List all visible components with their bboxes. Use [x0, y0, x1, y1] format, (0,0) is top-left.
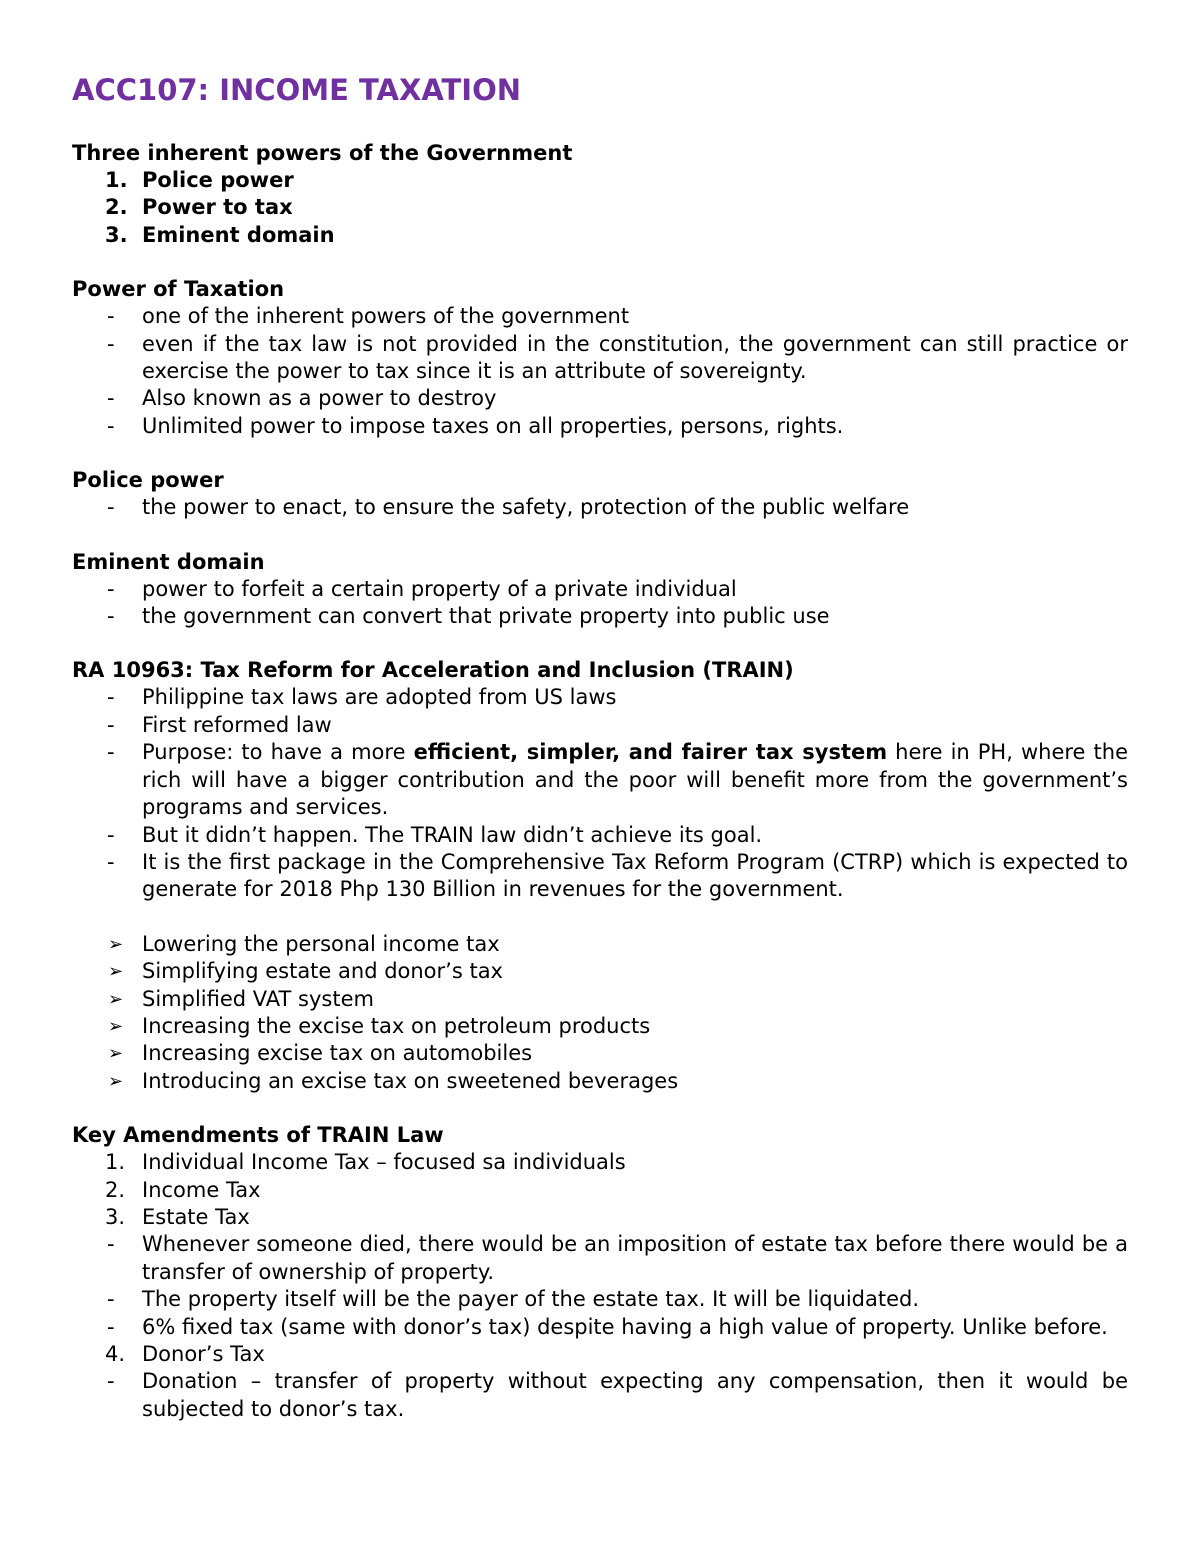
purpose-suffix: here in PH, where the rich will have a bigger contribution and the poor will benefit more from the government’s programs and services.	[142, 740, 1128, 820]
dash-bullet: -	[107, 1232, 115, 1257]
list-item	[72, 1368, 1128, 1423]
section-heading: Key Amendments of TRAIN Law	[72, 1123, 444, 1148]
arrow-bullet-icon: ➢	[108, 1043, 124, 1065]
section-heading: Power of Taxation	[72, 277, 285, 302]
section-train-law	[72, 657, 1128, 1095]
list-item-text: Unlimited power to impose taxes on all properties, persons, rights.	[142, 413, 844, 438]
numbered-list	[72, 167, 1128, 249]
list-item-text: Individual Income Tax – focused sa individuals	[142, 1150, 626, 1175]
list-item-text: the power to enact, to ensure the safety, protection of the public welfare	[142, 495, 910, 520]
dash-bullet: -	[107, 331, 115, 356]
arrow-bullet-icon: ➢	[108, 1015, 124, 1037]
dash-list	[72, 494, 1128, 521]
list-item-text: one of the inherent powers of the government	[142, 304, 630, 329]
list-item	[72, 222, 1128, 249]
dash-list	[72, 684, 1128, 903]
list-item	[72, 1286, 1128, 1313]
section-police-power	[72, 467, 1128, 521]
list-item	[72, 603, 1128, 630]
list-number: 1.	[105, 1150, 126, 1175]
document-page	[72, 70, 1128, 1450]
list-number: 4.	[105, 1342, 126, 1366]
list-item	[72, 1341, 1128, 1368]
list-item-text: Lowering the personal income tax	[142, 931, 500, 956]
purpose-emphasis: efficient, simpler, and fairer tax system	[413, 740, 888, 765]
list-number: 2.	[105, 195, 128, 220]
section-heading: Three inherent powers of the Government	[72, 141, 573, 165]
list-item-text: Estate Tax	[142, 1204, 250, 1229]
list-item-text: Simplified VAT system	[142, 986, 374, 1011]
purpose-prefix: Purpose: to have a more	[142, 740, 414, 765]
list-item	[72, 822, 1128, 849]
list-item	[72, 1231, 1128, 1286]
dash-bullet: -	[107, 822, 115, 847]
list-item-text: Also known as a power to destroy	[142, 386, 497, 411]
list-item-text: It is the first package in the Comprehensive Tax Reform Program (CTRP) which is expected to generate for 2018 Php 130 Billion in revenues for the government.	[142, 849, 1128, 902]
dash-bullet: -	[107, 685, 115, 710]
list-item-text: But it didn’t happen. The TRAIN law didn’t achieve its goal.	[142, 822, 763, 847]
dash-bullet: -	[107, 1369, 115, 1394]
list-item	[72, 385, 1128, 412]
list-item-text: First reformed law	[142, 712, 332, 737]
list-item	[72, 1177, 1128, 1204]
list-item-text: Whenever someone died, there would be an imposition of estate tax before there would be a transfer of ownership of property.	[142, 1232, 1128, 1284]
arrow-list	[72, 931, 1128, 1095]
list-item	[72, 413, 1128, 440]
list-item-text: Philippine tax laws are adopted from US laws	[142, 685, 617, 710]
list-item	[72, 331, 1128, 386]
arrow-bullet-icon: ➢	[108, 988, 124, 1010]
list-item	[72, 931, 1128, 958]
list-item	[72, 1068, 1128, 1095]
list-number: 3.	[105, 222, 128, 247]
list-item	[72, 1013, 1128, 1040]
dash-bullet: -	[107, 1287, 115, 1312]
blank-line	[72, 904, 1128, 931]
list-item-text: 6% fixed tax (same with donor’s tax) despite having a high value of property. Unlike before.	[142, 1314, 1108, 1339]
dash-bullet: -	[107, 386, 115, 411]
list-number: 3.	[105, 1204, 126, 1229]
list-item-text: Increasing excise tax on automobiles	[142, 1041, 533, 1066]
mixed-list	[72, 1149, 1128, 1423]
list-number: 1.	[105, 168, 128, 192]
section-heading: RA 10963: Tax Reform for Acceleration and Inclusion (TRAIN)	[72, 658, 794, 683]
section-power-of-taxation	[72, 276, 1128, 440]
list-number: 2.	[105, 1177, 126, 1202]
list-item-text: The property itself will be the payer of the estate tax. It will be liquidated.	[142, 1287, 920, 1312]
list-item	[72, 576, 1128, 603]
list-item-purpose	[72, 739, 1128, 821]
arrow-bullet-icon: ➢	[108, 933, 124, 955]
list-item-text: Increasing the excise tax on petroleum products	[142, 1013, 651, 1038]
dash-bullet: -	[107, 304, 115, 329]
arrow-bullet-icon: ➢	[108, 1070, 124, 1092]
list-item-text: Police power	[142, 168, 294, 192]
section-heading: Eminent domain	[72, 549, 265, 574]
list-item	[72, 167, 1128, 194]
dash-bullet: -	[107, 1314, 115, 1339]
section-eminent-domain	[72, 549, 1128, 631]
list-item-text: Power to tax	[142, 195, 293, 220]
list-item	[72, 1040, 1128, 1067]
list-item-text: power to forfeit a certain property of a private individual	[142, 576, 737, 601]
list-item	[72, 849, 1128, 904]
dash-list	[72, 576, 1128, 631]
list-item	[72, 1149, 1128, 1176]
section-inherent-powers	[72, 140, 1128, 249]
document-title: ACC107: INCOME TAXATION	[72, 73, 522, 107]
list-item-text: Eminent domain	[142, 222, 335, 247]
dash-bullet: -	[107, 740, 115, 765]
dash-bullet: -	[107, 604, 115, 629]
list-item	[72, 1204, 1128, 1231]
dash-list	[72, 303, 1128, 440]
list-item-text: Donation – transfer of property without expecting any compensation, then it would be subjected to donor’s tax.	[142, 1369, 1128, 1421]
list-item-text: even if the tax law is not provided in the constitution, the government can still practice or exercise the power to tax since it is an attribute of sovereignty.	[142, 331, 1128, 384]
arrow-bullet-icon: ➢	[108, 961, 124, 983]
dash-bullet: -	[107, 413, 115, 438]
list-item	[72, 194, 1128, 221]
list-item	[72, 1314, 1128, 1341]
dash-bullet: -	[107, 576, 115, 601]
list-item	[72, 958, 1128, 985]
section-key-amendments	[72, 1122, 1128, 1423]
dash-bullet: -	[107, 849, 115, 874]
list-item	[72, 303, 1128, 330]
list-item-text: Introducing an excise tax on sweetened beverages	[142, 1068, 679, 1093]
list-item	[72, 494, 1128, 521]
list-item-text: the government can convert that private property into public use	[142, 604, 830, 629]
list-item-text: Simplifying estate and donor’s tax	[142, 959, 503, 984]
list-item-text: Donor’s Tax	[142, 1342, 265, 1366]
list-item	[72, 986, 1128, 1013]
list-item-text: Income Tax	[142, 1177, 261, 1202]
dash-bullet: -	[107, 712, 115, 737]
list-item	[72, 712, 1128, 739]
dash-bullet: -	[107, 495, 115, 520]
section-heading: Police power	[72, 468, 224, 493]
list-item	[72, 684, 1128, 711]
